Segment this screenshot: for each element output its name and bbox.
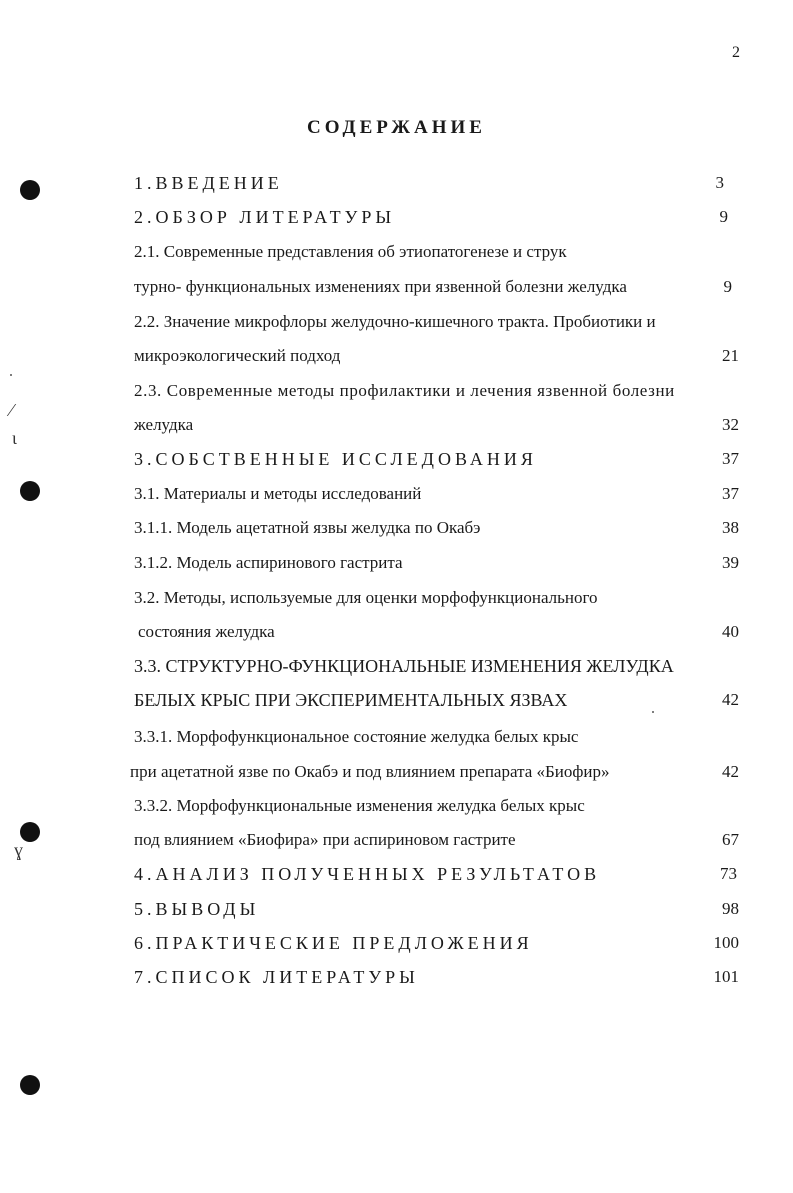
- toc-page-number: 38: [722, 518, 739, 537]
- toc-page-number: 32: [722, 415, 739, 434]
- toc-entry: 3.3.1. Морфофункциональное состояние желудка белых крыс: [134, 727, 579, 746]
- toc-entry: микроэкологический подход: [134, 346, 341, 365]
- toc-entry: под влиянием «Биофира» при аспириновом гастрите: [134, 830, 516, 849]
- scan-speck: [652, 711, 654, 713]
- page-title: СОДЕРЖАНИЕ: [307, 117, 486, 138]
- toc-entry: 7.СПИСОК ЛИТЕРАТУРЫ: [134, 967, 419, 987]
- toc-page-number: 67: [722, 830, 739, 849]
- toc-entry: 3.2. Методы, используемые для оценки морфофункционального: [134, 588, 598, 607]
- binder-hole: [20, 822, 40, 842]
- toc-page-number: 98: [722, 899, 739, 918]
- toc-page-number: 42: [722, 762, 739, 781]
- toc-page-number: 37: [722, 484, 739, 503]
- scan-mark-icon: ɣ: [14, 840, 23, 860]
- scan-speck: [10, 374, 12, 376]
- toc-entry: 3.1.1. Модель ацетатной язвы желудка по Окабэ: [134, 518, 481, 537]
- binder-hole: [20, 180, 40, 200]
- toc-entry: при ацетатной язве по Окабэ и под влиянием препарата «Биофир»: [130, 762, 610, 781]
- toc-entry: 1.ВВЕДЕНИЕ: [134, 173, 283, 193]
- toc-entry: БЕЛЫХ КРЫС ПРИ ЭКСПЕРИМЕНТАЛЬНЫХ ЯЗВАХ: [134, 690, 568, 710]
- page-number: 2: [732, 44, 740, 61]
- toc-page-number: 42: [722, 690, 739, 709]
- toc-entry: 3.1. Материалы и методы исследований: [134, 484, 422, 503]
- toc-page-number: 37: [722, 449, 739, 468]
- toc-page-number: 9: [723, 277, 732, 296]
- binder-hole: [20, 1075, 40, 1095]
- toc-entry: 5.ВЫВОДЫ: [134, 899, 260, 919]
- toc-page-number: 73: [720, 864, 737, 883]
- toc-page-number: 3: [715, 173, 724, 192]
- toc-page-number: 101: [713, 967, 739, 986]
- toc-entry: желудка: [134, 415, 194, 434]
- scan-mark-icon: ⁄: [10, 400, 14, 420]
- toc-page-number: 21: [722, 346, 739, 365]
- toc-entry: 2.1. Современные представления об этиопатогенезе и струк: [134, 242, 567, 261]
- toc-entry: 3.3. СТРУКТУРНО-ФУНКЦИОНАЛЬНЫЕ ИЗМЕНЕНИЯ ЖЕЛУДКА: [134, 656, 674, 676]
- toc-page-number: 9: [719, 207, 728, 226]
- toc-entry: 3.1.2. Модель аспиринового гастрита: [134, 553, 403, 572]
- toc-entry: состояния желудка: [138, 622, 275, 641]
- toc-entry: 2.3. Современные методы профилактики и лечения язвенной болезни: [134, 381, 675, 400]
- toc-entry: 6.ПРАКТИЧЕСКИЕ ПРЕДЛОЖЕНИЯ: [134, 933, 533, 953]
- toc-entry: 4.АНАЛИЗ ПОЛУЧЕННЫХ РЕЗУЛЬТАТОВ: [134, 864, 601, 884]
- toc-entry: 3.СОБСТВЕННЫЕ ИССЛЕДОВАНИЯ: [134, 449, 537, 469]
- toc-page-number: 40: [722, 622, 739, 641]
- toc-entry: 2.2. Значение микрофлоры желудочно-кишечного тракта. Пробиотики и: [134, 312, 656, 331]
- scan-mark-icon: ɩ: [12, 428, 17, 448]
- toc-entry: турно- функциональных изменениях при язвенной болезни желудка: [134, 277, 627, 296]
- toc-entry: 3.3.2. Морфофункциональные изменения желудка белых крыс: [134, 796, 585, 815]
- binder-hole: [20, 481, 40, 501]
- toc-page-number: 39: [722, 553, 739, 572]
- toc-page-number: 100: [713, 933, 739, 952]
- toc-entry: 2.ОБЗОР ЛИТЕРАТУРЫ: [134, 207, 396, 227]
